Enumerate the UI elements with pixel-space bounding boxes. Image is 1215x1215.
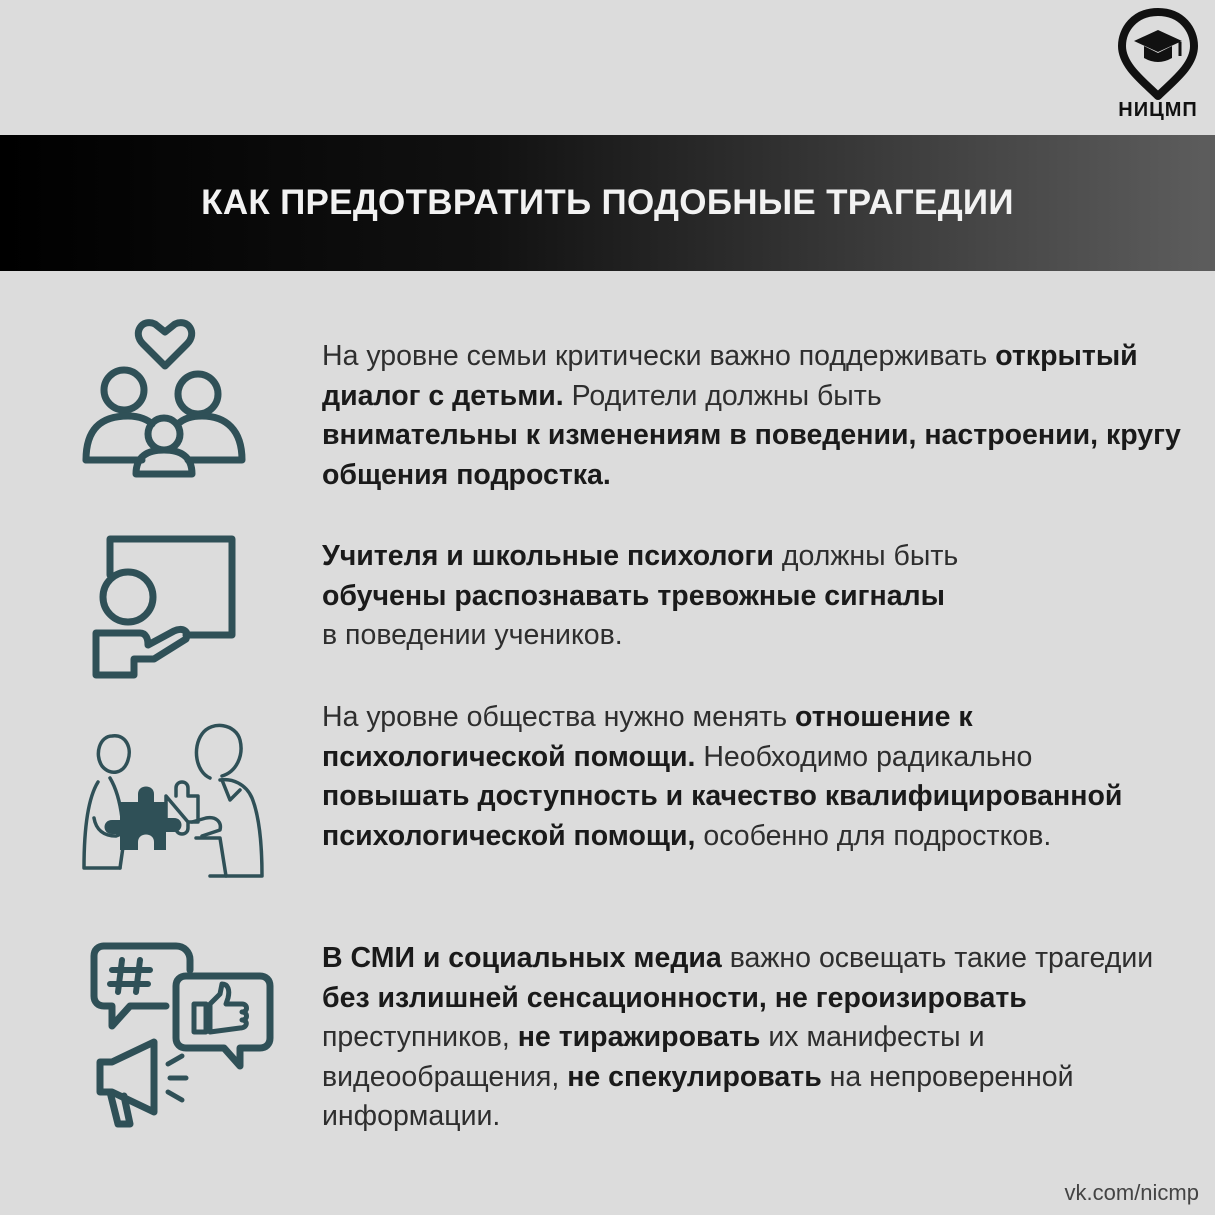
teacher-board-icon: [90, 535, 240, 681]
footer-link[interactable]: vk.com/nicmp: [1064, 1180, 1199, 1205]
logo-text: НИЦМП: [1118, 99, 1198, 121]
graduation-cap-pin-icon: [1108, 8, 1208, 100]
page-title: КАК ПРЕДОТВРАТИТЬ ПОДОБНЫЕ ТРАГЕДИИ: [201, 183, 1014, 222]
paragraph-media: В СМИ и социальных медиа важно освещать такие трагедии без излишней сенсационности, не героизировать преступников, не тиражировать их манифесты и видеообращения, не спекулировать на непроверенной информации.: [322, 942, 1154, 1132]
paragraph-teachers: Учителя и школьные психологи должны быть обучены распознавать тревожные сигналы в поведении учеников.: [322, 540, 959, 651]
social-media-megaphone-icon: [90, 940, 276, 1130]
people-puzzle-icon: [80, 718, 266, 888]
logo: [1108, 8, 1208, 126]
paragraph-family: На уровне семьи критически важно поддерживать открытый диалог с детьми. Родители должны быть внимательны к изменениям в поведении, настроении, кругу общения подростка.: [322, 340, 1181, 491]
paragraph-society: На уровне общества нужно менять отношение к психологической помощи. Необходимо радикально повышать доступность и качество квалифицированной психологической помощи, особенно для подростков.: [322, 701, 1123, 852]
family-heart-icon: [80, 316, 250, 480]
